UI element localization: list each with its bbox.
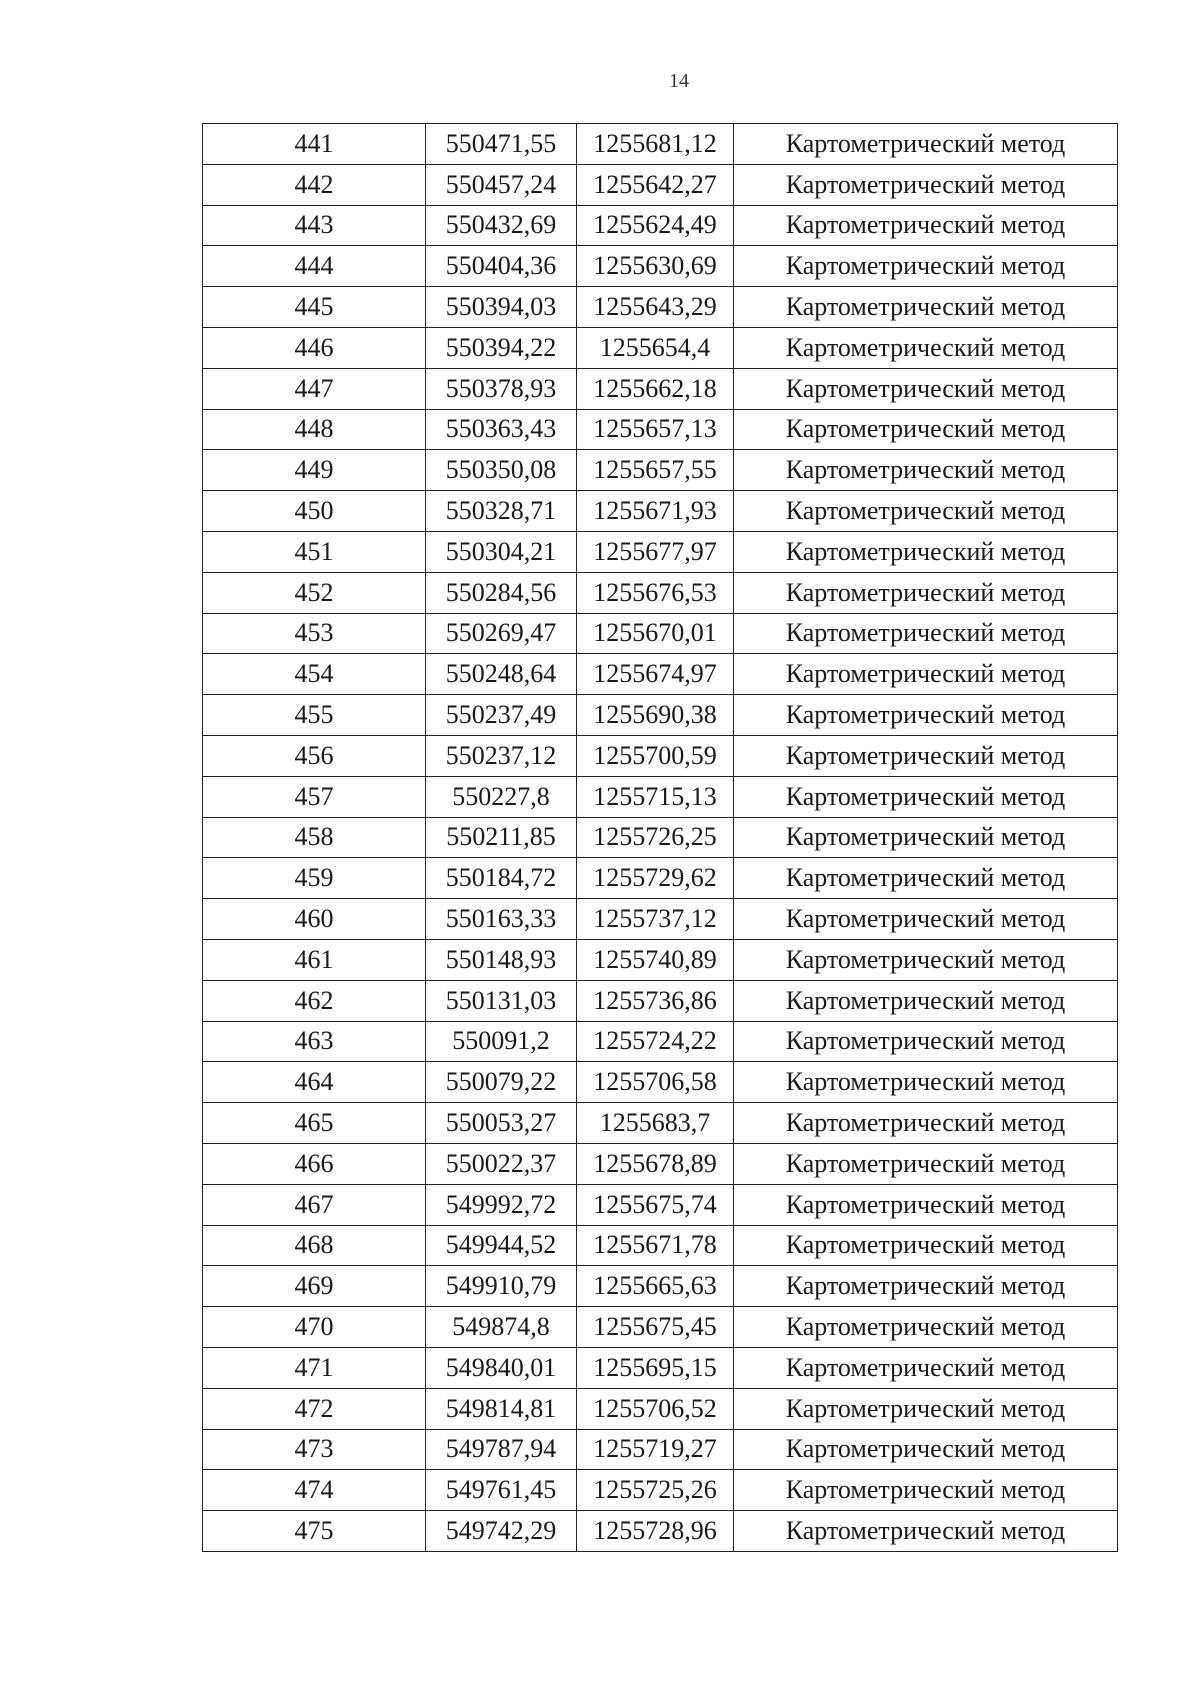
method-cell: Картометрический метод bbox=[734, 124, 1118, 165]
x-coordinate-cell: 550394,22 bbox=[426, 327, 577, 368]
y-coordinate-cell: 1255706,52 bbox=[577, 1388, 734, 1429]
x-coordinate-cell: 549944,52 bbox=[426, 1225, 577, 1266]
y-coordinate-cell: 1255676,53 bbox=[577, 572, 734, 613]
point-number-cell: 473 bbox=[203, 1429, 426, 1470]
method-cell: Картометрический метод bbox=[734, 1429, 1118, 1470]
coordinates-table bbox=[202, 123, 1118, 1552]
method-cell: Картометрический метод bbox=[734, 246, 1118, 287]
table-row bbox=[203, 817, 1118, 858]
point-number-cell: 467 bbox=[203, 1184, 426, 1225]
x-coordinate-cell: 549742,29 bbox=[426, 1511, 577, 1552]
y-coordinate-cell: 1255657,55 bbox=[577, 450, 734, 491]
method-cell: Картометрический метод bbox=[734, 613, 1118, 654]
point-number-cell: 443 bbox=[203, 205, 426, 246]
x-coordinate-cell: 550053,27 bbox=[426, 1103, 577, 1144]
x-coordinate-cell: 550148,93 bbox=[426, 939, 577, 980]
method-cell: Картометрический метод bbox=[734, 817, 1118, 858]
point-number-cell: 474 bbox=[203, 1470, 426, 1511]
y-coordinate-cell: 1255630,69 bbox=[577, 246, 734, 287]
table-row bbox=[203, 1062, 1118, 1103]
y-coordinate-cell: 1255736,86 bbox=[577, 980, 734, 1021]
point-number-cell: 456 bbox=[203, 735, 426, 776]
y-coordinate-cell: 1255700,59 bbox=[577, 735, 734, 776]
table-row bbox=[203, 1266, 1118, 1307]
table-row bbox=[203, 164, 1118, 205]
point-number-cell: 465 bbox=[203, 1103, 426, 1144]
coordinates-table-body bbox=[203, 124, 1118, 1552]
method-cell: Картометрический метод bbox=[734, 1511, 1118, 1552]
table-row bbox=[203, 450, 1118, 491]
table-row bbox=[203, 1470, 1118, 1511]
y-coordinate-cell: 1255724,22 bbox=[577, 1021, 734, 1062]
point-number-cell: 468 bbox=[203, 1225, 426, 1266]
point-number-cell: 462 bbox=[203, 980, 426, 1021]
x-coordinate-cell: 550394,03 bbox=[426, 287, 577, 328]
method-cell: Картометрический метод bbox=[734, 164, 1118, 205]
method-cell: Картометрический метод bbox=[734, 1266, 1118, 1307]
y-coordinate-cell: 1255665,63 bbox=[577, 1266, 734, 1307]
x-coordinate-cell: 549992,72 bbox=[426, 1184, 577, 1225]
method-cell: Картометрический метод bbox=[734, 1184, 1118, 1225]
y-coordinate-cell: 1255671,78 bbox=[577, 1225, 734, 1266]
method-cell: Картометрический метод bbox=[734, 205, 1118, 246]
table-row bbox=[203, 654, 1118, 695]
y-coordinate-cell: 1255624,49 bbox=[577, 205, 734, 246]
table-row bbox=[203, 205, 1118, 246]
y-coordinate-cell: 1255728,96 bbox=[577, 1511, 734, 1552]
point-number-cell: 450 bbox=[203, 491, 426, 532]
table-row bbox=[203, 246, 1118, 287]
table-row bbox=[203, 1511, 1118, 1552]
point-number-cell: 452 bbox=[203, 572, 426, 613]
point-number-cell: 461 bbox=[203, 939, 426, 980]
x-coordinate-cell: 549874,8 bbox=[426, 1307, 577, 1348]
x-coordinate-cell: 550211,85 bbox=[426, 817, 577, 858]
method-cell: Картометрический метод bbox=[734, 491, 1118, 532]
table-row bbox=[203, 531, 1118, 572]
table-row bbox=[203, 1347, 1118, 1388]
x-coordinate-cell: 549910,79 bbox=[426, 1266, 577, 1307]
method-cell: Картометрический метод bbox=[734, 1143, 1118, 1184]
x-coordinate-cell: 550131,03 bbox=[426, 980, 577, 1021]
method-cell: Картометрический метод bbox=[734, 980, 1118, 1021]
page-number: 14 bbox=[669, 70, 689, 92]
table-row bbox=[203, 1103, 1118, 1144]
y-coordinate-cell: 1255719,27 bbox=[577, 1429, 734, 1470]
point-number-cell: 455 bbox=[203, 695, 426, 736]
point-number-cell: 445 bbox=[203, 287, 426, 328]
y-coordinate-cell: 1255675,74 bbox=[577, 1184, 734, 1225]
x-coordinate-cell: 550350,08 bbox=[426, 450, 577, 491]
y-coordinate-cell: 1255678,89 bbox=[577, 1143, 734, 1184]
x-coordinate-cell: 550328,71 bbox=[426, 491, 577, 532]
table-row bbox=[203, 1184, 1118, 1225]
method-cell: Картометрический метод bbox=[734, 735, 1118, 776]
method-cell: Картометрический метод bbox=[734, 858, 1118, 899]
table-row bbox=[203, 858, 1118, 899]
method-cell: Картометрический метод bbox=[734, 572, 1118, 613]
y-coordinate-cell: 1255725,26 bbox=[577, 1470, 734, 1511]
y-coordinate-cell: 1255740,89 bbox=[577, 939, 734, 980]
table-row bbox=[203, 124, 1118, 165]
method-cell: Картометрический метод bbox=[734, 776, 1118, 817]
x-coordinate-cell: 550457,24 bbox=[426, 164, 577, 205]
method-cell: Картометрический метод bbox=[734, 1062, 1118, 1103]
table-row bbox=[203, 1021, 1118, 1062]
table-row bbox=[203, 368, 1118, 409]
table-row bbox=[203, 491, 1118, 532]
method-cell: Картометрический метод bbox=[734, 409, 1118, 450]
x-coordinate-cell: 550227,8 bbox=[426, 776, 577, 817]
table-row bbox=[203, 1388, 1118, 1429]
y-coordinate-cell: 1255657,13 bbox=[577, 409, 734, 450]
table-row bbox=[203, 1143, 1118, 1184]
method-cell: Картометрический метод bbox=[734, 368, 1118, 409]
x-coordinate-cell: 550079,22 bbox=[426, 1062, 577, 1103]
point-number-cell: 475 bbox=[203, 1511, 426, 1552]
y-coordinate-cell: 1255690,38 bbox=[577, 695, 734, 736]
x-coordinate-cell: 550284,56 bbox=[426, 572, 577, 613]
x-coordinate-cell: 550184,72 bbox=[426, 858, 577, 899]
x-coordinate-cell: 549814,81 bbox=[426, 1388, 577, 1429]
method-cell: Картометрический метод bbox=[734, 531, 1118, 572]
y-coordinate-cell: 1255642,27 bbox=[577, 164, 734, 205]
table-row bbox=[203, 939, 1118, 980]
point-number-cell: 446 bbox=[203, 327, 426, 368]
y-coordinate-cell: 1255674,97 bbox=[577, 654, 734, 695]
method-cell: Картометрический метод bbox=[734, 695, 1118, 736]
method-cell: Картометрический метод bbox=[734, 327, 1118, 368]
point-number-cell: 472 bbox=[203, 1388, 426, 1429]
y-coordinate-cell: 1255681,12 bbox=[577, 124, 734, 165]
method-cell: Картометрический метод bbox=[734, 450, 1118, 491]
y-coordinate-cell: 1255675,45 bbox=[577, 1307, 734, 1348]
method-cell: Картометрический метод bbox=[734, 1470, 1118, 1511]
point-number-cell: 458 bbox=[203, 817, 426, 858]
point-number-cell: 469 bbox=[203, 1266, 426, 1307]
x-coordinate-cell: 550378,93 bbox=[426, 368, 577, 409]
x-coordinate-cell: 549787,94 bbox=[426, 1429, 577, 1470]
y-coordinate-cell: 1255715,13 bbox=[577, 776, 734, 817]
table-row bbox=[203, 980, 1118, 1021]
method-cell: Картометрический метод bbox=[734, 1307, 1118, 1348]
x-coordinate-cell: 550363,43 bbox=[426, 409, 577, 450]
table-row bbox=[203, 1307, 1118, 1348]
point-number-cell: 449 bbox=[203, 450, 426, 491]
x-coordinate-cell: 550091,2 bbox=[426, 1021, 577, 1062]
method-cell: Картометрический метод bbox=[734, 899, 1118, 940]
y-coordinate-cell: 1255662,18 bbox=[577, 368, 734, 409]
method-cell: Картометрический метод bbox=[734, 654, 1118, 695]
y-coordinate-cell: 1255654,4 bbox=[577, 327, 734, 368]
method-cell: Картометрический метод bbox=[734, 1225, 1118, 1266]
point-number-cell: 463 bbox=[203, 1021, 426, 1062]
point-number-cell: 448 bbox=[203, 409, 426, 450]
x-coordinate-cell: 550269,47 bbox=[426, 613, 577, 654]
y-coordinate-cell: 1255677,97 bbox=[577, 531, 734, 572]
x-coordinate-cell: 550237,49 bbox=[426, 695, 577, 736]
y-coordinate-cell: 1255670,01 bbox=[577, 613, 734, 654]
point-number-cell: 454 bbox=[203, 654, 426, 695]
table-row bbox=[203, 695, 1118, 736]
y-coordinate-cell: 1255706,58 bbox=[577, 1062, 734, 1103]
table-row bbox=[203, 1225, 1118, 1266]
x-coordinate-cell: 550163,33 bbox=[426, 899, 577, 940]
point-number-cell: 471 bbox=[203, 1347, 426, 1388]
x-coordinate-cell: 550304,21 bbox=[426, 531, 577, 572]
x-coordinate-cell: 550022,37 bbox=[426, 1143, 577, 1184]
point-number-cell: 457 bbox=[203, 776, 426, 817]
y-coordinate-cell: 1255671,93 bbox=[577, 491, 734, 532]
x-coordinate-cell: 549761,45 bbox=[426, 1470, 577, 1511]
x-coordinate-cell: 549840,01 bbox=[426, 1347, 577, 1388]
x-coordinate-cell: 550248,64 bbox=[426, 654, 577, 695]
point-number-cell: 451 bbox=[203, 531, 426, 572]
x-coordinate-cell: 550237,12 bbox=[426, 735, 577, 776]
point-number-cell: 470 bbox=[203, 1307, 426, 1348]
y-coordinate-cell: 1255726,25 bbox=[577, 817, 734, 858]
point-number-cell: 444 bbox=[203, 246, 426, 287]
table-row bbox=[203, 327, 1118, 368]
method-cell: Картометрический метод bbox=[734, 1388, 1118, 1429]
point-number-cell: 464 bbox=[203, 1062, 426, 1103]
point-number-cell: 441 bbox=[203, 124, 426, 165]
table-row bbox=[203, 613, 1118, 654]
table-row bbox=[203, 735, 1118, 776]
x-coordinate-cell: 550471,55 bbox=[426, 124, 577, 165]
table-row bbox=[203, 899, 1118, 940]
method-cell: Картометрический метод bbox=[734, 1103, 1118, 1144]
point-number-cell: 459 bbox=[203, 858, 426, 899]
method-cell: Картометрический метод bbox=[734, 1021, 1118, 1062]
method-cell: Картометрический метод bbox=[734, 1347, 1118, 1388]
table-row bbox=[203, 287, 1118, 328]
table-row bbox=[203, 572, 1118, 613]
method-cell: Картометрический метод bbox=[734, 939, 1118, 980]
point-number-cell: 453 bbox=[203, 613, 426, 654]
point-number-cell: 447 bbox=[203, 368, 426, 409]
y-coordinate-cell: 1255737,12 bbox=[577, 899, 734, 940]
table-row bbox=[203, 1429, 1118, 1470]
y-coordinate-cell: 1255643,29 bbox=[577, 287, 734, 328]
x-coordinate-cell: 550404,36 bbox=[426, 246, 577, 287]
method-cell: Картометрический метод bbox=[734, 287, 1118, 328]
table-row bbox=[203, 776, 1118, 817]
point-number-cell: 442 bbox=[203, 164, 426, 205]
point-number-cell: 460 bbox=[203, 899, 426, 940]
x-coordinate-cell: 550432,69 bbox=[426, 205, 577, 246]
table-row bbox=[203, 409, 1118, 450]
y-coordinate-cell: 1255683,7 bbox=[577, 1103, 734, 1144]
y-coordinate-cell: 1255729,62 bbox=[577, 858, 734, 899]
y-coordinate-cell: 1255695,15 bbox=[577, 1347, 734, 1388]
point-number-cell: 466 bbox=[203, 1143, 426, 1184]
